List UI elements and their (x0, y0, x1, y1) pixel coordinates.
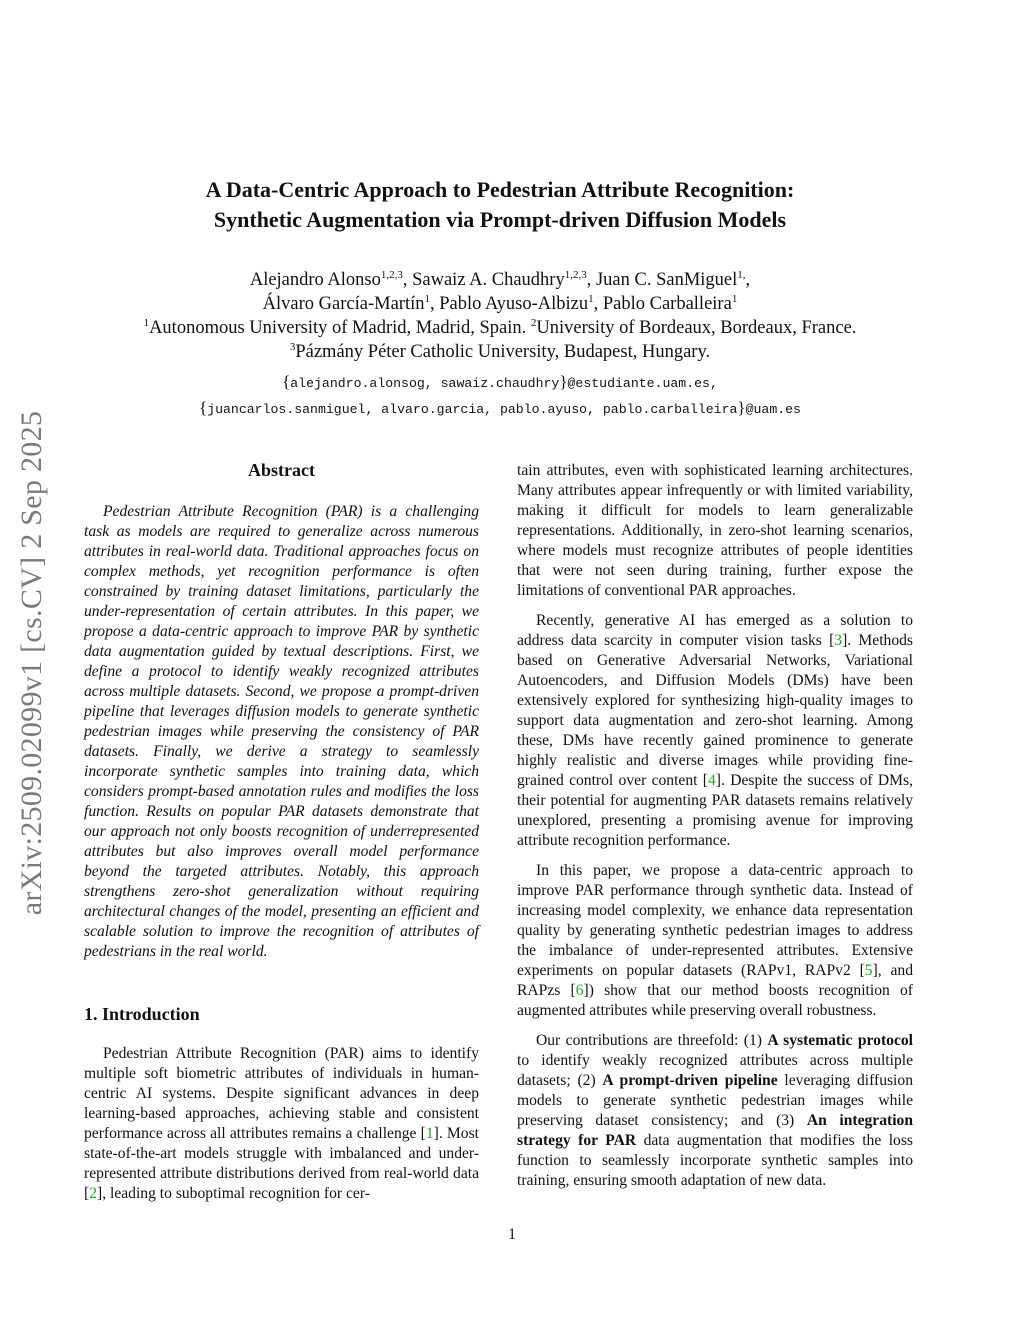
contribution-1: A systematic protocol (767, 1032, 913, 1049)
text-run: ]. Despite the success of DMs, their potential for augmenting PAR datasets remains relatively unexplored, presenting a promising avenue for improving attribute recognition performance. (517, 772, 913, 849)
author-affiliation: 1,2,3 (564, 268, 587, 281)
author-name: Álvaro García-Martín (262, 294, 425, 314)
abstract-heading: Abstract (248, 460, 315, 480)
author-line-1 (80, 268, 920, 292)
author-name: Pablo Carballeira (602, 294, 732, 314)
text-run: ]. Methods based on Generative Adversarial Networks, Variational Autoencoders, and Diffusion Models (DMs) have been extensively explored for synthesizing high-quality images to support data augmentation and zero-shot learning. Among these, DMs have recently gained prominence to generate highly realistic and diverse images while providing fine-grained control over content [ (517, 632, 913, 789)
citation-link[interactable]: 4 (708, 772, 716, 789)
intro-paragraph-1 (84, 1044, 479, 1204)
text-run: ], and RAPzs [ (517, 962, 913, 999)
contribution-3: An integration strategy for PAR (517, 1112, 913, 1149)
citation-link[interactable]: 6 (575, 982, 584, 999)
citation-link[interactable]: 3 (834, 632, 843, 649)
page-number: 1 (508, 1226, 516, 1243)
author-separator: , (586, 270, 596, 290)
affiliation-number: 2 (530, 316, 537, 329)
arxiv-identifier: arXiv:2509.02099v1 [cs.CV] 2 Sep 2025 (15, 410, 48, 916)
author-name: Sawaiz A. Chaudhry (412, 270, 565, 290)
email-domain: @estudiante.uam.es, (567, 376, 718, 391)
citation-link[interactable]: 2 (89, 1185, 97, 1202)
affiliation-line-2 (80, 340, 920, 364)
text-run: to identify weakly recognized attributes across multiple datasets; (2) (517, 1052, 913, 1089)
author-affiliation: 1,2,3 (380, 268, 403, 281)
close-brace: } (737, 398, 746, 417)
text-run: ], leading to suboptimal recognition for cer- (97, 1185, 370, 1202)
affiliation-number: 1 (143, 316, 150, 329)
affiliation-text: Pázmány Péter Catholic University, Budapest, Hungary. (295, 342, 711, 362)
open-brace: { (282, 372, 291, 391)
affiliation-line-1 (80, 316, 920, 340)
intro-paragraph-2 (517, 611, 913, 851)
title-line-1: A Data-Centric Approach to Pedestrian Attribute Recognition: (205, 177, 795, 202)
author-affiliation: 1 (424, 292, 430, 305)
author-separator: , (745, 270, 751, 290)
left-column (84, 460, 479, 1204)
close-brace: } (559, 372, 568, 391)
text-run: Recently, generative AI has emerged as a solution to address data scarcity in computer vision tasks [ (517, 612, 913, 649)
email-line-2 (80, 396, 920, 422)
title-line-2: Synthetic Augmentation via Prompt-driven Diffusion Models (213, 207, 787, 232)
author-separator: , (429, 294, 440, 314)
citation-link[interactable]: 5 (864, 962, 873, 979)
email-names: juancarlos.sanmiguel, alvaro.garcia, pablo.ayuso, pablo.carballeira (207, 402, 738, 417)
author-name: Juan C. SanMiguel (595, 270, 738, 290)
email-block (80, 370, 920, 422)
arxiv-identifier-sidebar (2, 378, 62, 948)
text-run: data augmentation that modifies the loss function to seamlessly incorporate synthetic samples into training, ensuring smooth adaptation of new data. (517, 1132, 913, 1189)
author-affiliation: 1, (737, 268, 746, 281)
introduction-heading: 1. Introduction (84, 1004, 200, 1024)
affiliation-number: 3 (289, 340, 296, 353)
intro-paragraph-1-continued (517, 461, 913, 601)
author-affiliation: 1 (731, 292, 738, 305)
author-separator: , (402, 270, 413, 290)
author-separator: , (593, 294, 603, 314)
text-run: Our contributions are threefold: (1) (536, 1032, 768, 1049)
author-block (80, 268, 920, 364)
email-line-1 (80, 370, 920, 396)
intro-paragraph-3 (517, 861, 913, 1021)
email-names: alejandro.alonsog, sawaiz.chaudhry (290, 376, 560, 391)
abstract-text: Pedestrian Attribute Recognition (PAR) is a challenging task as models are required to generalize across numerous attributes in real-world data. Traditional approaches focus on complex methods, yet recognition performance is often constrained by training dataset limitations, particularly the under-representation of certain attributes. In this paper, we propose a data-centric approach to improve PAR by synthetic data augmentation guided by textual descriptions. First, we define a protocol to identify weakly recognized attributes across multiple datasets. Second, we propose a prompt-driven pipeline that leverages diffusion models to generate synthetic pedestrian images while preserving the consistency of PAR datasets. Finally, we derive a strategy to seamlessly incorporate synthetic samples into training data, which considers prompt-based annotation rules and modifies the loss function. Results on popular PAR datasets demonstrate that our approach not only boosts recognition of underrepresented attributes but also improves overall model performance beyond the targeted attributes. Notably, this approach strengthens zero-shot generalization without requiring architectural changes of the model, presenting an efficient and scalable solution to improve the recognition of attributes of pedestrians in the real world. (84, 503, 479, 960)
text-run: Pedestrian Attribute Recognition (PAR) aims to identify multiple soft biometric attributes of individuals in human-centric AI systems. Despite significant advances in deep learning-based approaches, achieving stable and consistent performance across all attributes remains a challenge [ (84, 1045, 479, 1142)
open-brace: { (199, 398, 208, 417)
citation-link[interactable]: 1 (425, 1125, 434, 1142)
contribution-2: A prompt-driven pipeline (602, 1072, 778, 1089)
text-run: leveraging diffusion models to generate synthetic pedestrian images while preserving dataset consistency; and (3) (517, 1072, 913, 1129)
author-line-2 (80, 292, 920, 316)
author-name: Alejandro Alonso (249, 270, 381, 290)
affiliation-text: Autonomous University of Madrid, Madrid, Spain. (149, 318, 531, 338)
intro-paragraph-4 (517, 1031, 913, 1191)
text-run: In this paper, we propose a data-centric approach to improve PAR performance through synthetic data. Instead of increasing model complexity, we enhance data representation quality by generating synthetic pedestrian images to address the imbalance of under-represented attributes. Extensive experiments on popular datasets (RAPv1, RAPv2 [ (517, 862, 913, 979)
author-name: Pablo Ayuso-Albizu (439, 294, 589, 314)
paper-title (100, 175, 900, 235)
author-affiliation: 1 (588, 292, 594, 305)
text-run: tain attributes, even with sophisticated learning architectures. Many attributes appear infrequently or with limited variability, making it difficult for models to learn generalizable representations. Additionally, in zero-shot learning scenarios, where models must recognize attributes of people identities that were not seen during training, further expose the limitations of conventional PAR approaches. (517, 462, 913, 599)
right-column (517, 461, 913, 1191)
text-run: ]) show that our method boosts recognition of augmented attributes while preserving overall robustness. (517, 982, 913, 1019)
affiliation-text: University of Bordeaux, Bordeaux, France. (536, 318, 857, 338)
email-domain: @uam.es (745, 402, 801, 417)
text-run: ]. Most state-of-the-art models struggle with imbalanced and under-represented attribute distributions derived from real-world data [ (84, 1125, 479, 1202)
